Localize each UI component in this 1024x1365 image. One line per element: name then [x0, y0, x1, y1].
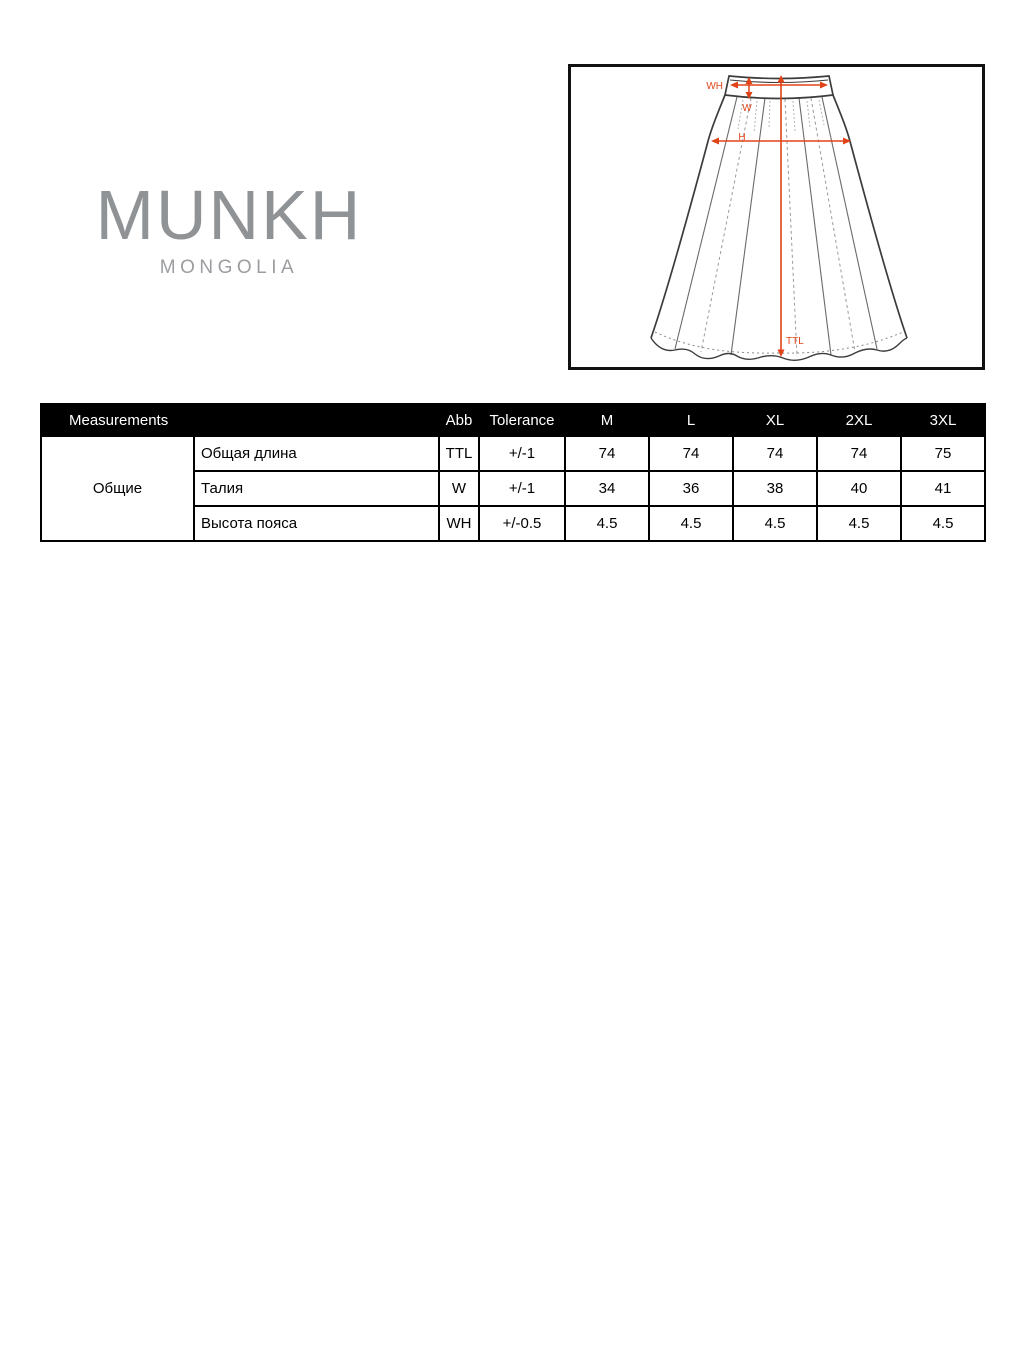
skirt-sketch [571, 67, 982, 367]
header-abb: Abb [439, 404, 479, 436]
value-cell: 75 [901, 436, 985, 471]
measurement-name-cell: Высота пояса [194, 506, 439, 541]
value-cell: 34 [565, 471, 649, 506]
tolerance-cell: +/-1 [479, 471, 565, 506]
header-measurements: Measurements [41, 404, 439, 436]
value-cell: 74 [649, 436, 733, 471]
table-header-row [41, 404, 985, 436]
value-cell: 74 [733, 436, 817, 471]
header-size-m: M [565, 404, 649, 436]
value-cell: 4.5 [733, 506, 817, 541]
header-size-3xl: 3XL [901, 404, 985, 436]
value-cell: 41 [901, 471, 985, 506]
value-cell: 74 [817, 436, 901, 471]
label-waistband-height: WH [706, 81, 723, 92]
value-cell: 36 [649, 471, 733, 506]
value-cell: 74 [565, 436, 649, 471]
label-waist: W [742, 103, 752, 114]
label-total-length: TTL [786, 336, 804, 347]
value-cell: 4.5 [649, 506, 733, 541]
panel-seams [675, 97, 877, 355]
skirt-outline [651, 76, 907, 360]
header-size-l: L [649, 404, 733, 436]
header-tolerance: Tolerance [479, 404, 565, 436]
header-size-2xl: 2XL [817, 404, 901, 436]
measurements-table [40, 403, 986, 542]
measurement-name-cell: Общая длина [194, 436, 439, 471]
header-size-xl: XL [733, 404, 817, 436]
tolerance-cell: +/-1 [479, 436, 565, 471]
abb-cell: WH [439, 506, 479, 541]
abb-cell: W [439, 471, 479, 506]
measurement-name-cell: Талия [194, 471, 439, 506]
size-diagram-box [568, 64, 985, 370]
label-hip: H [738, 132, 746, 143]
brand-logo [49, 176, 409, 279]
value-cell: 4.5 [901, 506, 985, 541]
fold-lines [701, 98, 855, 357]
tolerance-cell: +/-0.5 [479, 506, 565, 541]
value-cell: 4.5 [565, 506, 649, 541]
abb-cell: TTL [439, 436, 479, 471]
group-cell: Общие [41, 436, 194, 541]
value-cell: 40 [817, 471, 901, 506]
value-cell: 38 [733, 471, 817, 506]
value-cell: 4.5 [817, 506, 901, 541]
table-row [41, 436, 985, 471]
brand-subtitle: MONGOLIA [159, 257, 299, 278]
brand-name: MUNKH [95, 176, 363, 254]
